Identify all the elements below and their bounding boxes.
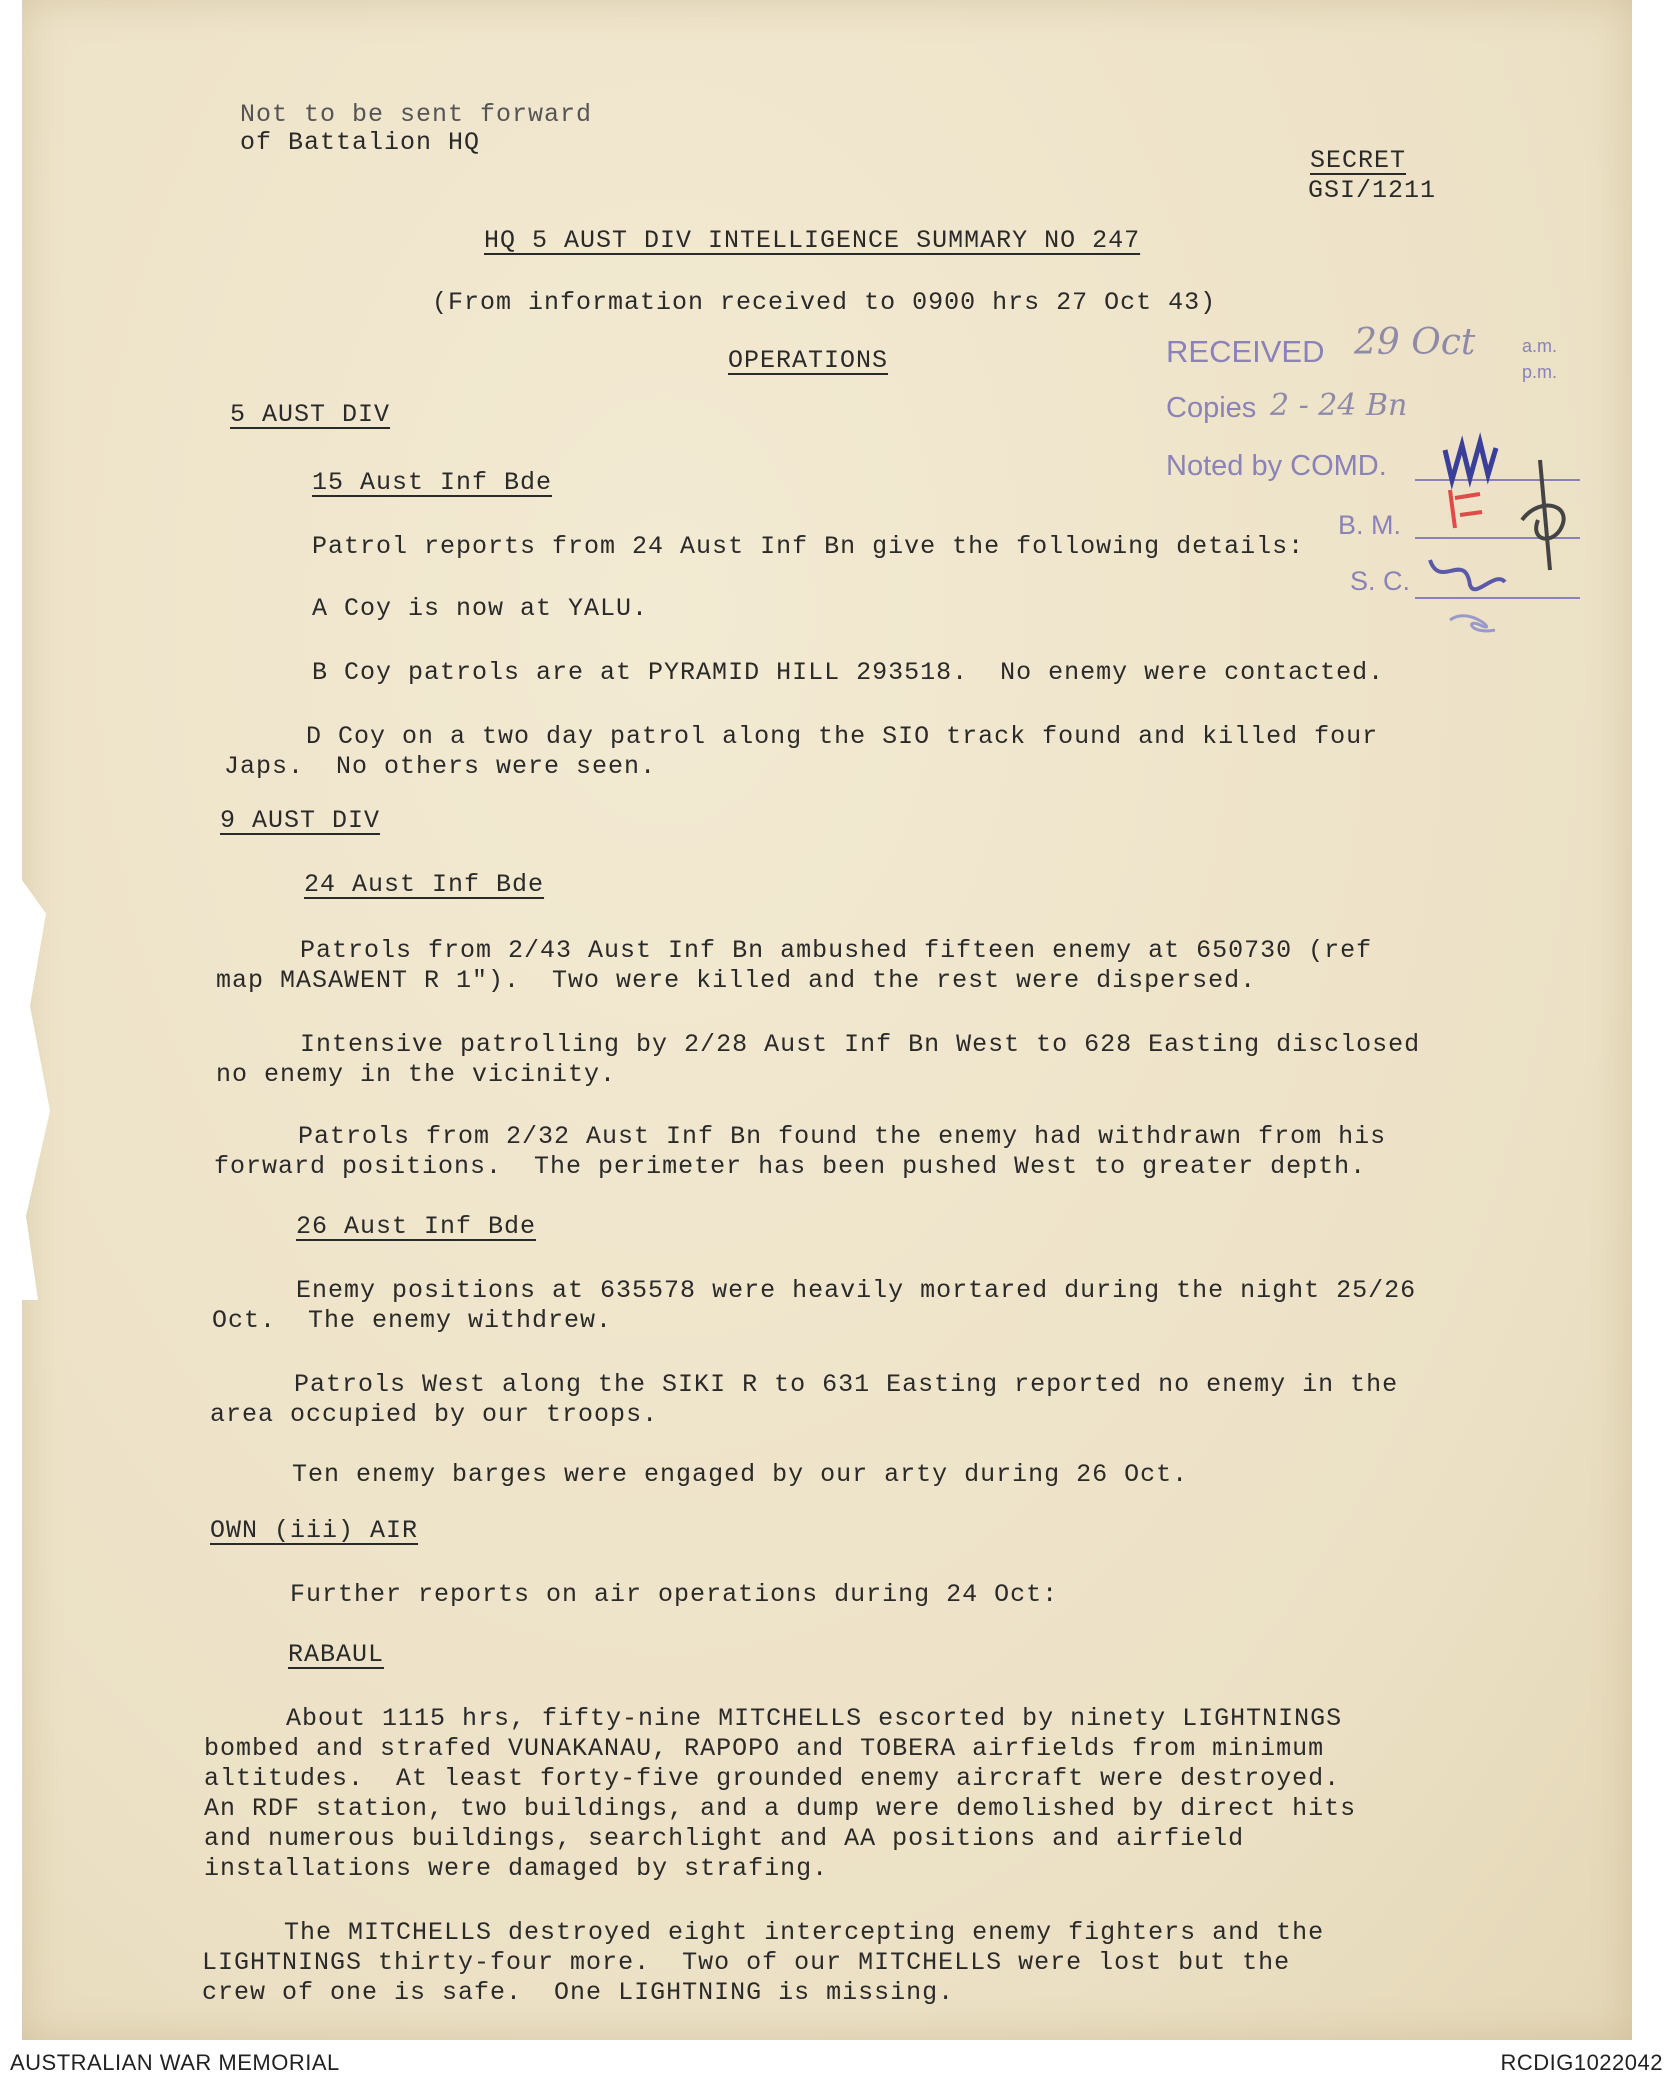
received-stamp-label: RECEIVED <box>1166 334 1325 369</box>
heading-26-aust-inf-bde: 26 Aust Inf Bde <box>296 1212 537 1241</box>
paragraph-text: installations were damaged by strafing. <box>204 1854 829 1883</box>
copies-handwritten: 2 - 24 Bn <box>1270 388 1408 423</box>
paragraph-text: D Coy on a two day patrol along the SIO track found and killed four <box>306 722 1379 751</box>
paragraph-text: Japs. No others were seen. <box>224 752 657 781</box>
reference-number: GSI/1211 <box>1308 176 1437 205</box>
paragraph-text: Enemy positions at 635578 were heavily mortared during the night 25/26 <box>296 1276 1417 1305</box>
paragraph-text: Patrols from 2/32 Aust Inf Bn found the enemy had withdrawn from his <box>298 1122 1387 1151</box>
sc-label: S. C. <box>1350 566 1411 596</box>
paragraph-text: crew of one is safe. One LIGHTNING is missing. <box>202 1978 955 2007</box>
paragraph-text: and numerous buildings, searchlight and AA positions and airfield <box>204 1824 1245 1853</box>
received-date-handwritten: 29 Oct <box>1354 322 1476 363</box>
classification: SECRET <box>1310 146 1407 175</box>
paragraph-text: Ten enemy barges were engaged by our arty during 26 Oct. <box>292 1460 1189 1489</box>
paragraph-text: About 1115 hrs, fifty-nine MITCHELLS escorted by ninety LIGHTNINGS <box>286 1704 1343 1733</box>
section-heading-operations: OPERATIONS <box>728 346 889 375</box>
paragraph-text: Patrols West along the SIKI R to 631 Easting reported no enemy in the <box>294 1370 1399 1399</box>
heading-own-air: OWN (iii) AIR <box>210 1516 419 1545</box>
forwarding-note-line1: Not to be sent forward <box>240 100 593 129</box>
heading-5-aust-div: 5 AUST DIV <box>230 400 391 429</box>
paragraph-text: Intensive patrolling by 2/28 Aust Inf Bn West to 628 Easting disclosed <box>300 1030 1421 1059</box>
heading-15-aust-inf-bde: 15 Aust Inf Bde <box>312 468 553 497</box>
bm-label: B. M. <box>1338 510 1402 540</box>
paragraph-text: LIGHTNINGS thirty-four more. Two of our MITCHELLS were lost but the <box>202 1948 1291 1977</box>
paragraph-text: Further reports on air operations during 24 Oct: <box>290 1580 1059 1609</box>
paragraph-text: no enemy in the vicinity. <box>216 1060 617 1089</box>
noted-by-comd-label: Noted by COMD. <box>1166 450 1387 482</box>
footer-catalog-id: RCDIG1022042 <box>1500 2050 1663 2075</box>
paragraph-text: Patrol reports from 24 Aust Inf Bn give the following details: <box>312 532 1305 561</box>
document-subtitle: (From information received to 0900 hrs 27 Oct 43) <box>432 288 1217 317</box>
copies-label: Copies <box>1166 392 1257 424</box>
paragraph-text: B Coy patrols are at PYRAMID HILL 293518. No enemy were contacted. <box>312 658 1385 687</box>
paragraph-text: forward positions. The perimeter has been pushed West to greater depth. <box>214 1152 1367 1181</box>
stamp-am: a.m. <box>1522 336 1558 356</box>
initials-signatures <box>1410 420 1610 640</box>
paragraph-text: altitudes. At least forty-five grounded enemy aircraft were destroyed. <box>204 1764 1341 1793</box>
paragraph-text: A Coy is now at YALU. <box>312 594 649 623</box>
paragraph-text: Patrols from 2/43 Aust Inf Bn ambushed fifteen enemy at 650730 (ref <box>300 936 1373 965</box>
heading-9-aust-div: 9 AUST DIV <box>220 806 381 835</box>
paragraph-text: area occupied by our troops. <box>210 1400 659 1429</box>
paragraph-text: The MITCHELLS destroyed eight intercepting enemy fighters and the <box>284 1918 1325 1947</box>
paragraph-text: Oct. The enemy withdrew. <box>212 1306 613 1335</box>
forwarding-note-line2: of Battalion HQ <box>240 128 481 157</box>
paragraph-text: An RDF station, two buildings, and a dump were demolished by direct hits <box>204 1794 1357 1823</box>
stamp-pm: p.m. <box>1522 362 1558 382</box>
footer-source: AUSTRALIAN WAR MEMORIAL <box>10 2050 340 2075</box>
heading-24-aust-inf-bde: 24 Aust Inf Bde <box>304 870 545 899</box>
paragraph-text: map MASAWENT R 1"). Two were killed and the rest were dispersed. <box>216 966 1257 995</box>
paragraph-text: bombed and strafed VUNAKANAU, RAPOPO and TOBERA airfields from minimum <box>204 1734 1325 1763</box>
document-title: HQ 5 AUST DIV INTELLIGENCE SUMMARY NO 247 <box>484 226 1141 255</box>
heading-rabaul: RABAUL <box>288 1640 385 1669</box>
